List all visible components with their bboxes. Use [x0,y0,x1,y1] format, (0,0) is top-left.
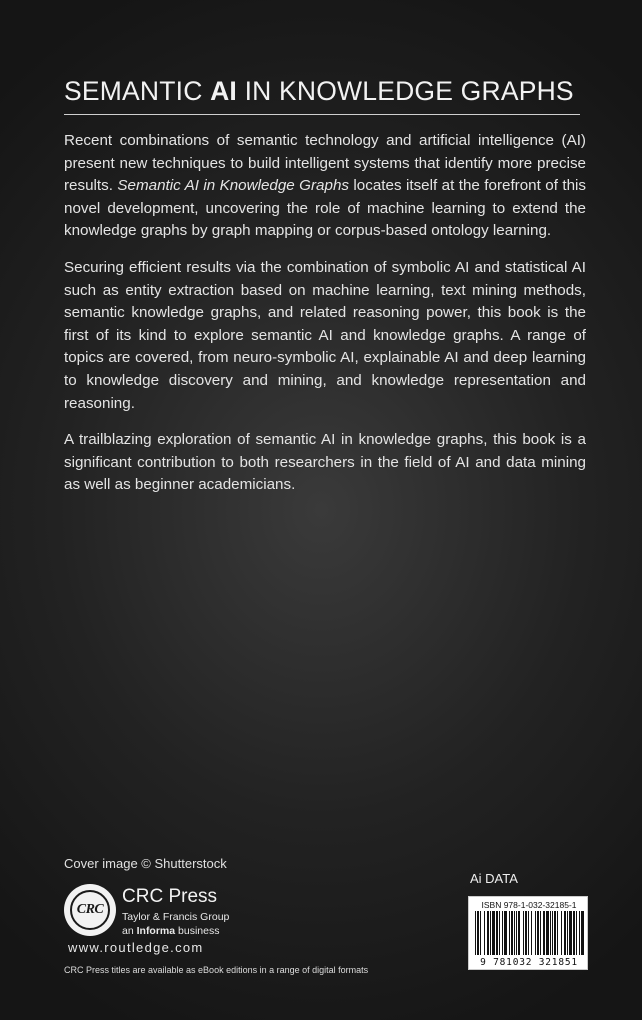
barcode-bar [569,911,572,955]
barcode-bar [477,911,479,955]
description-paragraph-3: A trailblazing exploration of semantic AI in knowledge graphs, this book is a significant contribution to both researchers in the field of AI and data mining as well as beginner academicians. [64,431,586,494]
barcode-bar [490,911,491,955]
barcode-bar [557,911,558,955]
barcode-bar [546,911,549,955]
barcode-bar [518,911,520,955]
barcode-bar [480,911,481,955]
publisher-url[interactable]: www.routledge.com [68,940,204,955]
barcode-bar [531,911,532,955]
barcode-bar [509,911,510,955]
barcode-bar [540,911,541,955]
barcode-bar [525,911,527,955]
barcode-bar [514,911,515,955]
barcode-bar [579,911,580,955]
isbn-barcode [468,896,588,970]
barcode-bar [504,911,507,955]
barcode-number: 9 781032 321851 [480,957,578,968]
book-title: SEMANTIC AI IN KNOWLEDGE GRAPHS [64,76,574,106]
barcode-bar [535,911,536,955]
barcode-bar [523,911,524,955]
crc-press-logo [64,884,116,936]
barcode-bar [487,911,489,955]
barcode-bar [475,911,476,955]
barcode-bar [516,911,517,955]
subject-category: Ai DATA [470,871,518,886]
book-title-italic: Semantic AI in Knowledge Graphs [117,177,349,195]
barcode-bar [484,911,485,955]
barcode-bar [511,911,513,955]
barcode-bar [561,911,562,955]
barcode-bar [496,911,498,955]
barcode-bar [552,911,553,955]
crc-logo-mark: CRC [70,890,110,930]
barcode-bar [550,911,551,955]
barcode-bar [581,911,584,955]
ebook-note: CRC Press titles are available as eBook editions in a range of digital formats [64,965,369,975]
description-paragraph-2: Securing efficient results via the combination of symbolic AI and statistical AI such as entity extraction based on machine learning, text mining methods, semantic knowledge graphs, and related reasoning power, this book is the first of its kind to explore semantic AI and knowledge graphs. A range of topics are covered, from neuro-symbolic AI, explainable AI and deep learning to knowledge discovery and mining, and knowledge representation and reasoning. [64,258,586,412]
barcode-bar [573,911,575,955]
book-description [64,130,586,511]
barcode-bar [554,911,556,955]
isbn-text: ISBN 978-1-032-32185-1 [481,900,577,910]
barcode-bar [492,911,495,955]
barcode-bars [469,911,589,957]
title-divider [64,114,580,115]
barcode-bar [499,911,500,955]
publisher-informa-line: an Informa business [122,925,220,937]
barcode-bar [567,911,568,955]
publisher-group: Taylor & Francis Group [122,911,230,923]
barcode-bar [564,911,566,955]
description-paragraph-1: Recent combinations of semantic technology and artificial intelligence (AI) present new techniques to build intelligent systems that identify more precise results. Semantic AI in Knowledge Graphs locates itself at the forefront of this novel development, uncovering the role of machine learning to extend the knowledge graphs by graph mapping or corpus-based ontology learning. [64,132,587,240]
publisher-name: CRC Press [122,886,218,907]
barcode-bar [576,911,577,955]
barcode-bar [502,911,503,955]
barcode-bar [528,911,529,955]
barcode-bar [537,911,539,955]
barcode-bar [543,911,545,955]
cover-image-credit: Cover image © Shutterstock [64,856,227,871]
